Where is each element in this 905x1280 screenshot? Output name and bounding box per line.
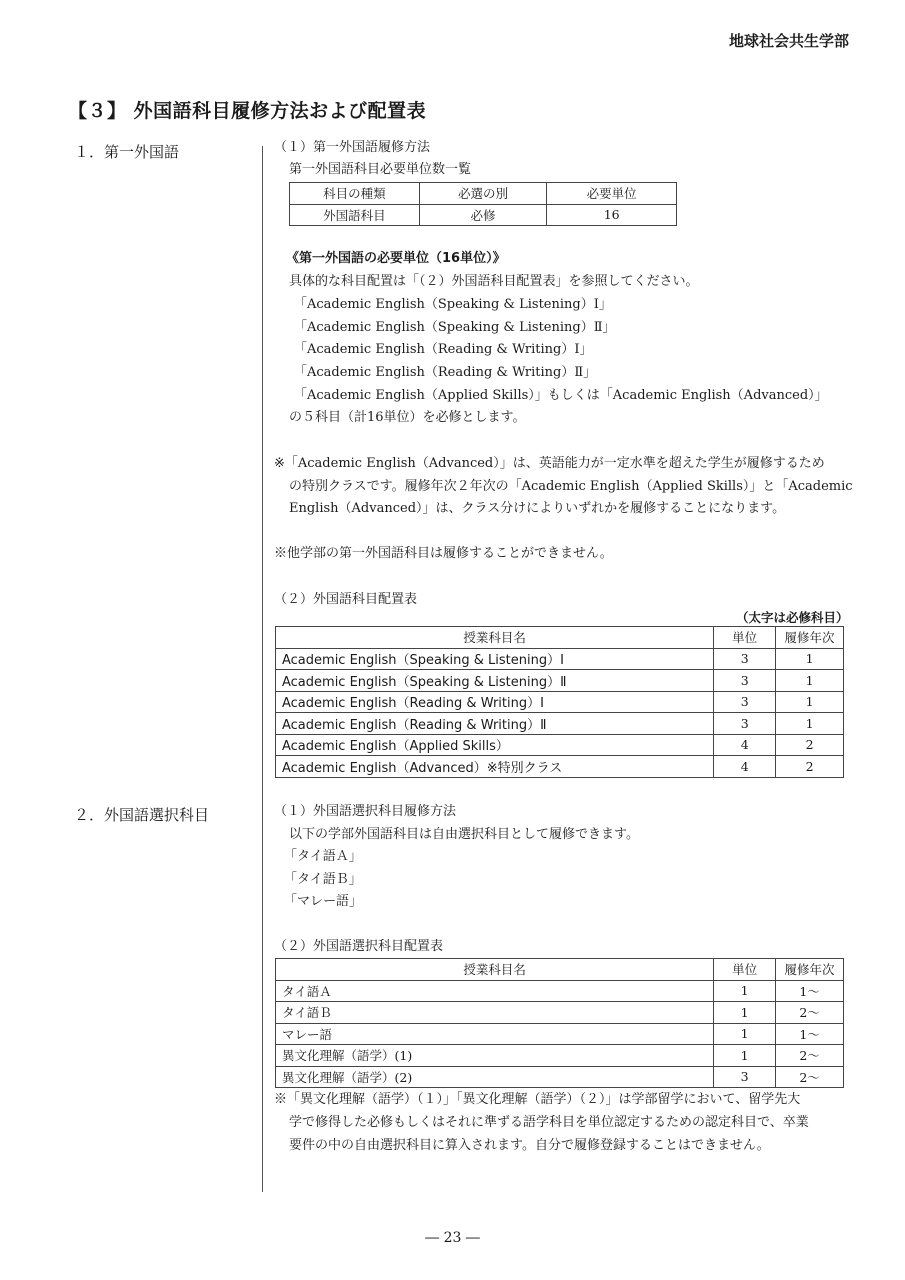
course-name: 異文化理解（語学）(2) [276,1066,714,1088]
note-line: English（Advanced）」は、クラス分けによりいずれかを履修することになります。 [289,501,786,516]
table-header-cell: 単位 [714,627,776,649]
req-line: の５科目（計16単位）を必修とします。 [289,410,526,425]
table-row [276,648,844,670]
sec1-p2-title: （２）外国語科目配置表 [274,592,418,607]
table-cell: 必修 [419,204,547,226]
course-name: Academic English（Advanced）※特別クラス [276,756,714,778]
req-line: 「Academic English（Reading & Writing）Ⅱ」 [294,365,597,380]
table-header-cell: 履修年次 [776,959,844,981]
course-units: 4 [714,756,776,778]
bold-note: （太字は必修科目） [736,610,849,625]
table-header-cell: 単位 [714,959,776,981]
required-units-title: 《第一外国語の必要単位（16単位）》 [286,251,506,266]
note-line: 要件の中の自由選択科目に算入されます。自分で履修登録することはできません。 [289,1138,770,1153]
table-row [276,734,844,756]
note-line: ※「異文化理解（語学）（１）」「異文化理解（語学）（２）」は学部留学において、留学先大 [274,1092,801,1107]
note-other-faculty: ※他学部の第一外国語科目は履修することができません。 [274,546,613,561]
table-row [276,1002,844,1024]
course-name: Academic English（Speaking & Listening）Ⅱ [276,670,714,692]
faculty-name: 地球社会共生学部 [728,32,849,50]
course-units: 3 [714,648,776,670]
course-units: 1 [714,1045,776,1067]
elective-line: 「タイ語Ａ」 [284,849,362,864]
table-header-row [276,959,844,981]
req-line: 「Academic English（Speaking & Listening）Ⅰ」 [294,297,612,312]
req-line: 「Academic English（Applied Skills）」もしくは「Academic English（Advanced）」 [294,388,828,403]
foreign-language-course-table [275,626,844,778]
course-year: 1 [776,670,844,692]
elective-course-table [275,958,844,1088]
course-year: 1 [776,713,844,735]
course-name: Academic English（Applied Skills） [276,734,714,756]
elective-line: 「マレー語」 [284,894,363,909]
course-units: 1 [714,1002,776,1024]
table-row [276,691,844,713]
course-year: 2〜 [776,1045,844,1067]
vertical-divider [262,146,263,1192]
course-year: 2〜 [776,1066,844,1088]
table-header-cell: 授業科目名 [276,959,714,981]
course-name: Academic English（Reading & Writing）Ⅱ [276,713,714,735]
sec1-p1-title: （１）第一外国語履修方法 [274,140,431,155]
table-header-cell: 必要単位 [547,183,677,205]
course-name: タイ語Ａ [276,980,714,1002]
required-units-table [289,182,677,226]
table-row [276,1066,844,1088]
course-year: 2〜 [776,1002,844,1024]
section-title: 【３】 外国語科目履修方法および配置表 [68,100,427,122]
req-line: 具体的な科目配置は「（２）外国語科目配置表」を参照してください。 [289,274,699,289]
table1-caption: 第一外国語科目必要単位数一覧 [289,162,472,177]
course-units: 1 [714,980,776,1002]
table-row [276,1023,844,1045]
note-line: の特別クラスです。履修年次２年次の「Academic English（Applied Skills）」と「Academic [289,479,853,494]
course-units: 1 [714,1023,776,1045]
course-units: 3 [714,713,776,735]
sec2-p2-title: （２）外国語選択科目配置表 [274,939,444,954]
table-header-cell: 授業科目名 [276,627,714,649]
table-row [276,756,844,778]
page-number: ― 23 ― [425,1230,480,1246]
elective-line: 以下の学部外国語科目は自由選択科目として履修できます。 [289,827,639,842]
table-row [276,1045,844,1067]
heading-first-foreign-language: １．第一外国語 [74,143,180,161]
course-name: Academic English（Reading & Writing）Ⅰ [276,691,714,713]
table-row [276,670,844,692]
note-line: ※「Academic English（Advanced）」は、英語能力が一定水準を超えた学生が履修するため [274,456,825,471]
table-row [276,713,844,735]
table-row [276,980,844,1002]
table-cell: 外国語科目 [290,204,420,226]
heading-foreign-language-elective: ２．外国語選択科目 [74,806,210,824]
sec2-p1-title: （１）外国語選択科目履修方法 [274,804,457,819]
table-header-cell: 必選の別 [419,183,547,205]
course-name: タイ語Ｂ [276,1002,714,1024]
table-header-cell: 科目の種類 [290,183,420,205]
req-line: 「Academic English（Reading & Writing）Ⅰ」 [294,342,593,357]
table-row [290,204,677,226]
course-name: マレー語 [276,1023,714,1045]
course-year: 1 [776,691,844,713]
course-name: Academic English（Speaking & Listening）Ⅰ [276,648,714,670]
course-year: 2 [776,734,844,756]
table-header-row [276,627,844,649]
course-units: 4 [714,734,776,756]
table-header-cell: 履修年次 [776,627,844,649]
elective-line: 「タイ語Ｂ」 [284,872,362,887]
req-line: 「Academic English（Speaking & Listening）Ⅱ」 [294,320,616,335]
course-units: 3 [714,1066,776,1088]
table-cell: 16 [547,204,677,226]
course-year: 1〜 [776,1023,844,1045]
course-year: 1 [776,648,844,670]
course-units: 3 [714,670,776,692]
course-year: 1〜 [776,980,844,1002]
note-line: 学で修得した必修もしくはそれに準ずる語学科目を単位認定するための認定科目で、卒業 [289,1115,809,1130]
table-header-row [290,183,677,205]
course-year: 2 [776,756,844,778]
course-units: 3 [714,691,776,713]
course-name: 異文化理解（語学）(1) [276,1045,714,1067]
